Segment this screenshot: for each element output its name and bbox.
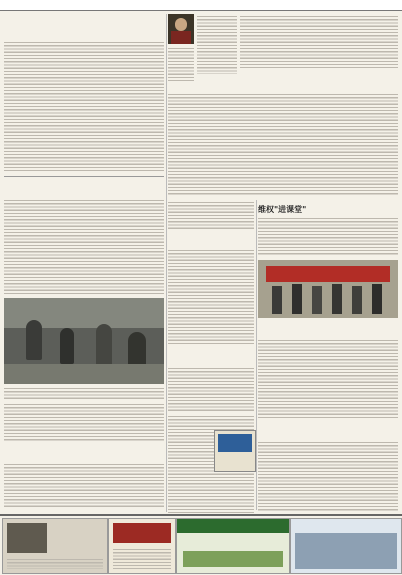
jewelry-ad xyxy=(2,518,108,574)
article-body xyxy=(4,462,164,508)
article-body xyxy=(168,200,254,230)
photo-caption xyxy=(4,386,164,400)
article-body xyxy=(4,40,164,172)
ad-divider xyxy=(0,514,402,516)
article-title: 维权"进课堂" xyxy=(258,204,307,214)
article-body xyxy=(168,366,254,412)
ceremony-photo xyxy=(258,260,398,318)
article-body xyxy=(168,248,254,344)
article-body xyxy=(4,402,164,442)
promo-ad xyxy=(108,518,176,574)
article-body xyxy=(168,46,194,82)
article-body xyxy=(258,216,398,256)
masthead-bar xyxy=(0,0,402,11)
article-body xyxy=(258,440,398,512)
center-logo xyxy=(214,430,256,472)
article-body xyxy=(197,14,237,74)
street-ad xyxy=(290,518,402,574)
tea-ad xyxy=(176,518,290,574)
divider xyxy=(4,176,164,177)
portrait-photo xyxy=(168,14,194,44)
article-body xyxy=(258,338,398,420)
article-body xyxy=(4,198,164,294)
article-body xyxy=(168,92,398,196)
column-rule xyxy=(166,14,167,512)
column-rule xyxy=(256,200,257,510)
article-body xyxy=(240,14,398,68)
news-photo xyxy=(4,298,164,384)
